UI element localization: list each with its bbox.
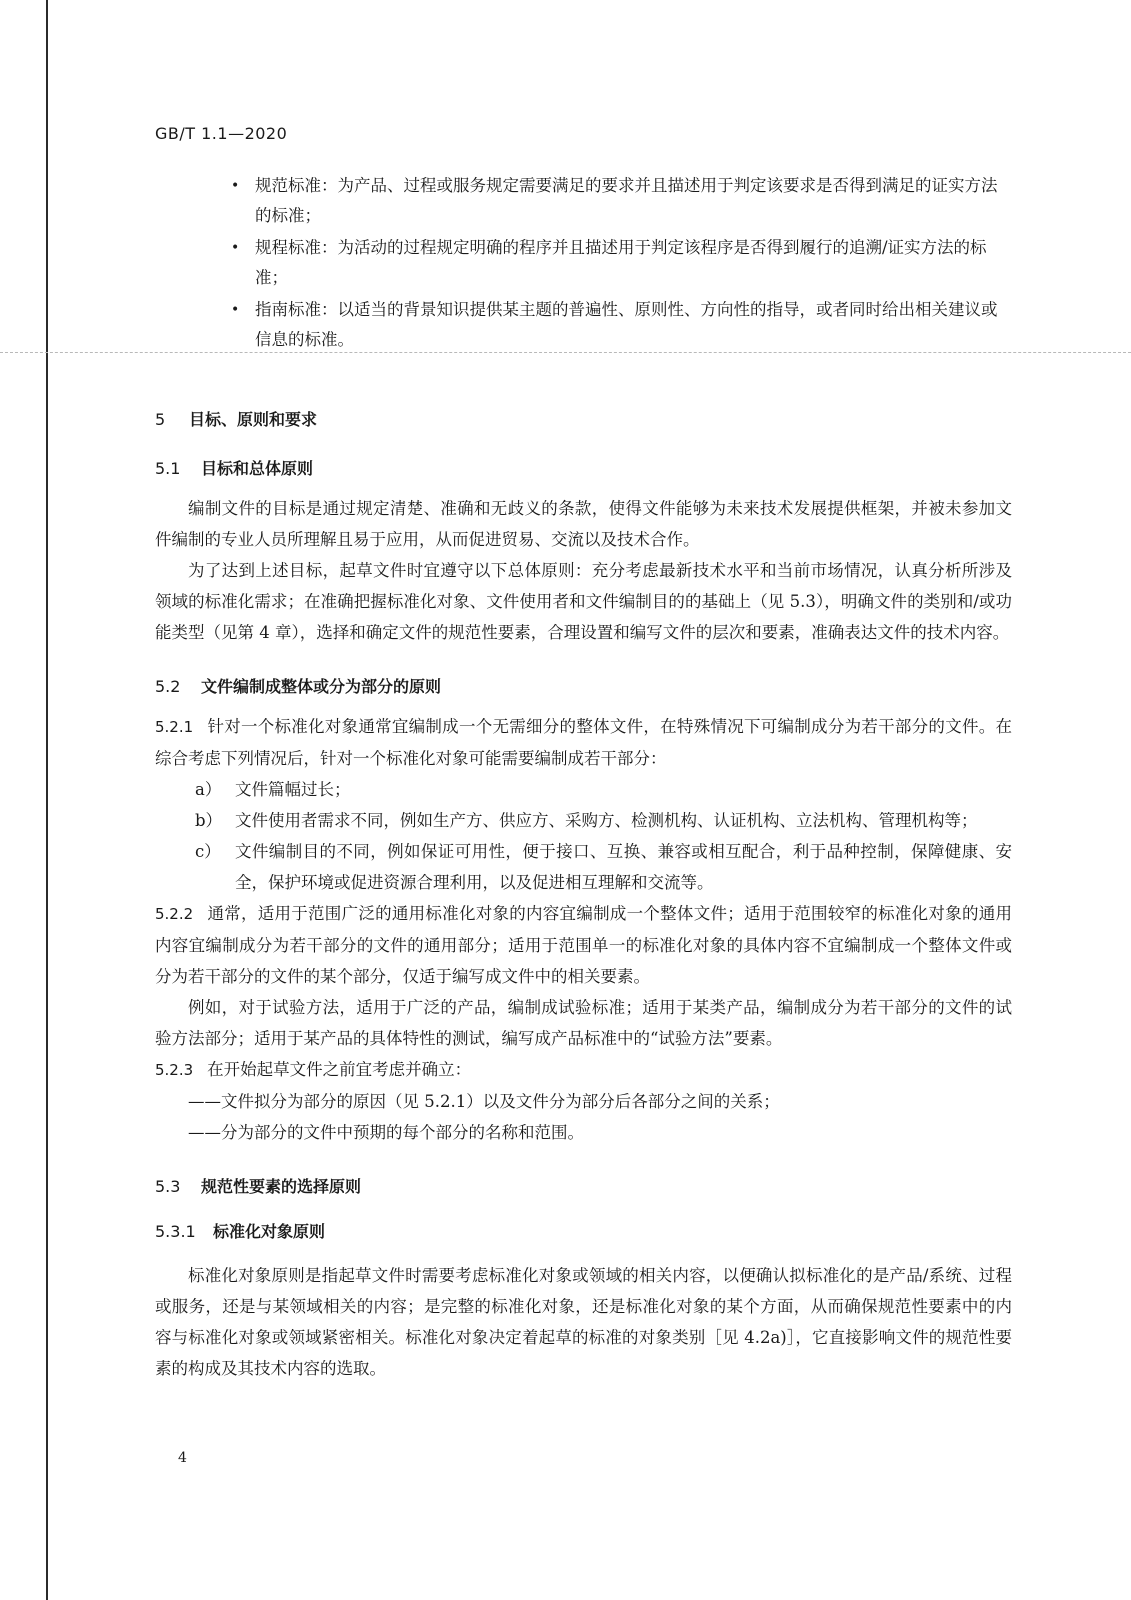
binding-margin-line — [46, 0, 48, 1600]
section-title: 目标、原则和要求 — [189, 410, 318, 429]
dash-list-item: ——分为部分的文件中预期的每个部分的名称和范围。 — [188, 1123, 584, 1142]
subsection-title: 规范性要素的选择原则 — [201, 1177, 362, 1196]
dash-list-item: ——文件拟分为部分的原因（见 5.2.1）以及文件分为部分后各部分之间的关系； — [188, 1092, 780, 1111]
list-label: b） — [195, 811, 223, 830]
section-number: 5 — [155, 410, 166, 429]
bullet-text: 指南标准：以适当的背景知识提供某主题的普遍性、原则性、方向性的指导，或者同时给出相关建议或信息的标准。 — [255, 300, 998, 349]
clause-paragraph — [155, 898, 1012, 992]
bullet-text: 规程标准：为活动的过程规定明确的程序并且描述用于判定该程序是否得到履行的追溯/证实方法的标准； — [255, 238, 987, 287]
bullet-item — [155, 171, 1012, 231]
subsection-number: 5.3 — [155, 1177, 181, 1196]
list-label: c） — [195, 842, 221, 861]
bullet-icon: • — [231, 302, 240, 318]
clause-paragraph — [155, 711, 1012, 774]
page-number: 4 — [178, 1450, 187, 1466]
clause-title: 标准化对象原则 — [213, 1222, 326, 1241]
paragraph: 为了达到上述目标，起草文件时宜遵守以下总体原则：充分考虑最新技术水平和当前市场情况，认真分析所涉及领域的标准化需求；在准确把握标准化对象、文件使用者和文件编制目的的基础上（见 5.3），明确文件的类别和/或功能类型（见第 4 章），选择和确定文件的规范性要素，合理设置和编写文件的层次和要素，准确表达文件的技术内容。 — [155, 561, 1012, 642]
list-item — [155, 805, 1012, 836]
bullet-icon: • — [231, 178, 240, 194]
subsection-title: 文件编制成整体或分为部分的原则 — [201, 677, 442, 696]
list-text: 文件使用者需求不同，例如生产方、供应方、采购方、检测机构、认证机构、立法机构、管理机构等； — [235, 811, 978, 830]
bullet-item — [155, 295, 1012, 355]
bullet-icon: • — [231, 240, 240, 256]
subsection-heading — [155, 1174, 1012, 1197]
clause-text: 在开始起草文件之前宜考虑并确立： — [207, 1060, 472, 1079]
subsection-heading — [155, 456, 1012, 479]
subsection-title: 目标和总体原则 — [201, 459, 314, 478]
list-label: a） — [195, 780, 222, 799]
example-paragraph: 例如，对于试验方法，适用于广泛的产品，编制成试验标准；适用于某类产品，编制成分为若干部分的文件的试验方法部分；适用于某产品的具体特性的测试，编写成产品标准中的“试验方法”要素。 — [155, 998, 1012, 1048]
list-text: 文件篇幅过长； — [235, 780, 351, 799]
clause-number: 5.2.1 — [155, 718, 194, 736]
page-content — [155, 171, 1012, 1384]
clause-heading — [155, 1219, 1012, 1242]
clause-text: 针对一个标准化对象通常宜编制成一个无需细分的整体文件，在特殊情况下可编制成分为若干部分的文件。在综合考虑下列情况后，针对一个标准化对象可能需要编制成若干部分： — [155, 717, 1012, 768]
clause-number: 5.2.2 — [155, 905, 194, 923]
clause-number: 5.2.3 — [155, 1061, 194, 1079]
list-item — [155, 836, 1012, 898]
bullet-item — [155, 233, 1012, 293]
subsection-number: 5.1 — [155, 459, 181, 478]
subsection-number: 5.2 — [155, 677, 181, 696]
section-heading — [155, 407, 1012, 430]
list-text: 文件编制目的不同，例如保证可用性，便于接口、互换、兼容或相互配合，利于品种控制，保障健康、安全，保护环境或促进资源合理利用，以及促进相互理解和交流等。 — [235, 842, 1012, 892]
clause-number: 5.3.1 — [155, 1222, 196, 1241]
paragraph: 标准化对象原则是指起草文件时需要考虑标准化对象或领域的相关内容，以便确认拟标准化的是产品/系统、过程或服务，还是与某领域相关的内容；是完整的标准化对象，还是标准化对象的某个方面，从而确保规范性要素中的内容与标准化对象或领域紧密相关。标准化对象决定着起草的标准的对象类别［见 4.2a)］，它直接影响文件的规范性要素的构成及其技术内容的选取。 — [155, 1266, 1012, 1378]
list-item — [155, 774, 1012, 805]
clause-text: 通常，适用于范围广泛的通用标准化对象的内容宜编制成一个整体文件；适用于范围较窄的标准化对象的通用内容宜编制成分为若干部分的文件的通用部分；适用于范围单一的标准化对象的具体内容不宜编制成一个整体文件或分为若干部分的文件的某个部分，仅适于编写成文件中的相关要素。 — [155, 904, 1012, 986]
bullet-text: 规范标准：为产品、过程或服务规定需要满足的要求并且描述用于判定该要求是否得到满足的证实方法的标准； — [255, 176, 998, 225]
clause-paragraph — [155, 1054, 1012, 1086]
subsection-heading — [155, 674, 1012, 697]
document-identifier: GB/T 1.1—2020 — [155, 124, 288, 143]
paragraph: 编制文件的目标是通过规定清楚、准确和无歧义的条款，使得文件能够为未来技术发展提供框架，并被未参加文件编制的专业人员所理解且易于应用，从而促进贸易、交流以及技术合作。 — [155, 499, 1012, 549]
